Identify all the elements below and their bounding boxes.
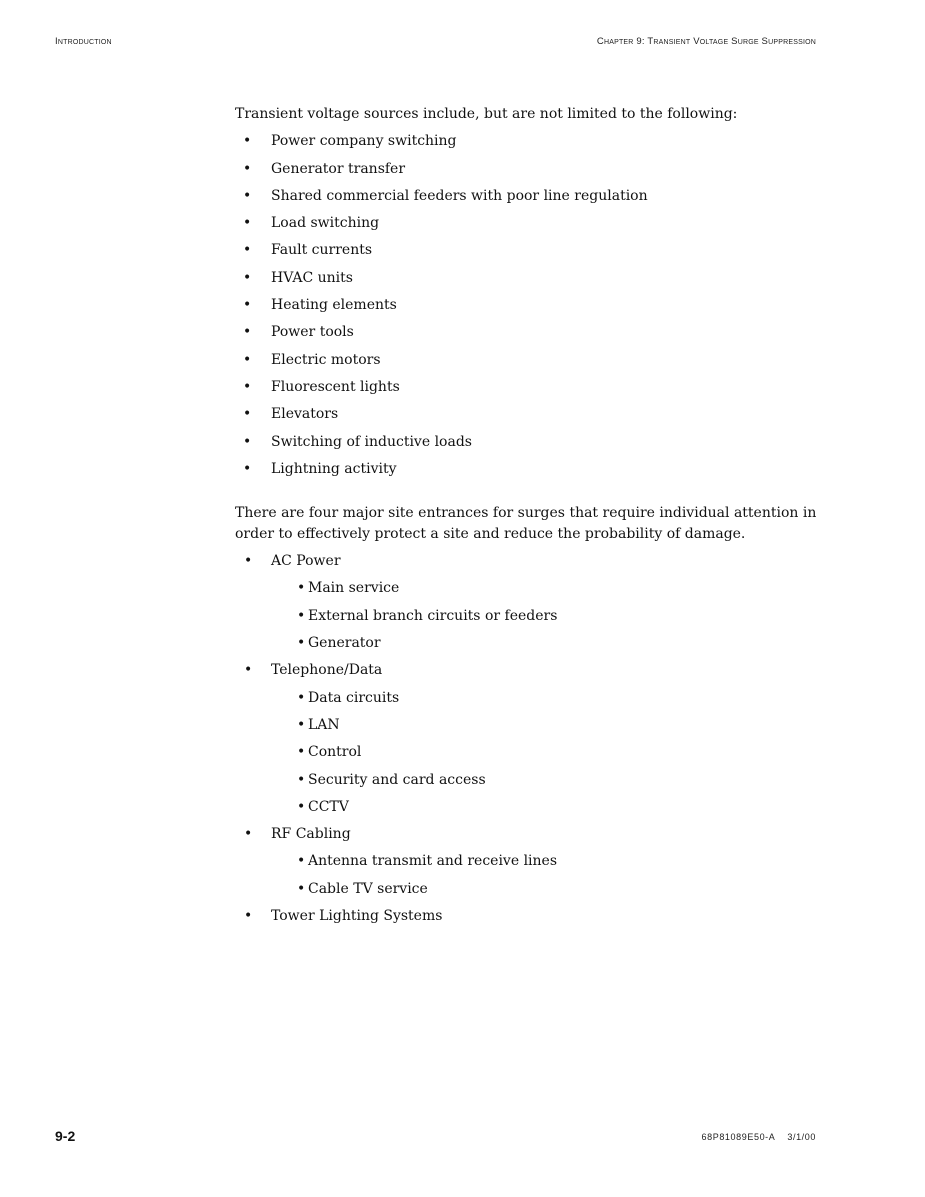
entrance-sublist xyxy=(235,851,825,899)
list-item: • Power tools xyxy=(235,322,825,343)
intro-paragraph: Transient voltage sources include, but are not limited to the following: xyxy=(235,106,738,122)
list-item: • Switching of inductive loads xyxy=(235,432,825,453)
list-item: • Power company switching xyxy=(235,131,825,152)
page-header-section: Introduction xyxy=(55,36,112,47)
page-header-chapter: Chapter 9: Transient Voltage Surge Suppression xyxy=(596,36,816,47)
entrance-label: • RF Cabling xyxy=(235,824,825,845)
sub-list-item: • Antenna transmit and receive lines xyxy=(235,851,825,872)
sub-list-item: • CCTV xyxy=(235,797,825,818)
list-item: • Lightning activity xyxy=(235,459,825,480)
sub-list-item: • Cable TV service xyxy=(235,879,825,900)
sub-list-item: • Security and card access xyxy=(235,770,825,791)
page-content xyxy=(235,104,825,927)
list-item: • Fluorescent lights xyxy=(235,377,825,398)
sub-list-item: • Control xyxy=(235,742,825,763)
entrance-label: • Tower Lighting Systems xyxy=(235,906,825,927)
footer-doc-info xyxy=(702,1132,816,1142)
entrances-paragraph: There are four major site entrances for surges that require individual attention in order to effectively protect a site and reduce the probability of damage. xyxy=(235,504,817,542)
entrance-label: • Telephone/Data xyxy=(235,660,825,681)
sub-list-item: • Main service xyxy=(235,578,825,599)
entrance-sublist xyxy=(235,688,825,818)
list-item: • Electric motors xyxy=(235,350,825,371)
list-item: • Shared commercial feeders with poor line regulation xyxy=(235,186,825,207)
entrance-item-rf-cabling xyxy=(235,824,825,900)
list-item: • Load switching xyxy=(235,213,825,234)
entrance-label: • AC Power xyxy=(235,551,825,572)
doc-date: 3/1/00 xyxy=(787,1132,816,1142)
list-item: • Elevators xyxy=(235,404,825,425)
list-item: • Heating elements xyxy=(235,295,825,316)
entrance-item-tower-lighting xyxy=(235,906,825,927)
doc-code: 68P81089E50-A xyxy=(701,1132,776,1142)
entrance-item-ac-power xyxy=(235,551,825,654)
sub-list-item: • Data circuits xyxy=(235,688,825,709)
entrance-sublist xyxy=(235,578,825,654)
transient-sources-list xyxy=(235,131,825,480)
sub-list-item: • Generator xyxy=(235,633,825,654)
page-number: 9-2 xyxy=(55,1128,76,1144)
list-item: • Generator transfer xyxy=(235,159,825,180)
sub-list-item: • External branch circuits or feeders xyxy=(235,606,825,627)
entrance-item-telephone-data xyxy=(235,660,825,817)
sub-list-item: • LAN xyxy=(235,715,825,736)
site-entrances-list xyxy=(235,551,825,927)
list-item: • Fault currents xyxy=(235,240,825,261)
list-item: • HVAC units xyxy=(235,268,825,289)
